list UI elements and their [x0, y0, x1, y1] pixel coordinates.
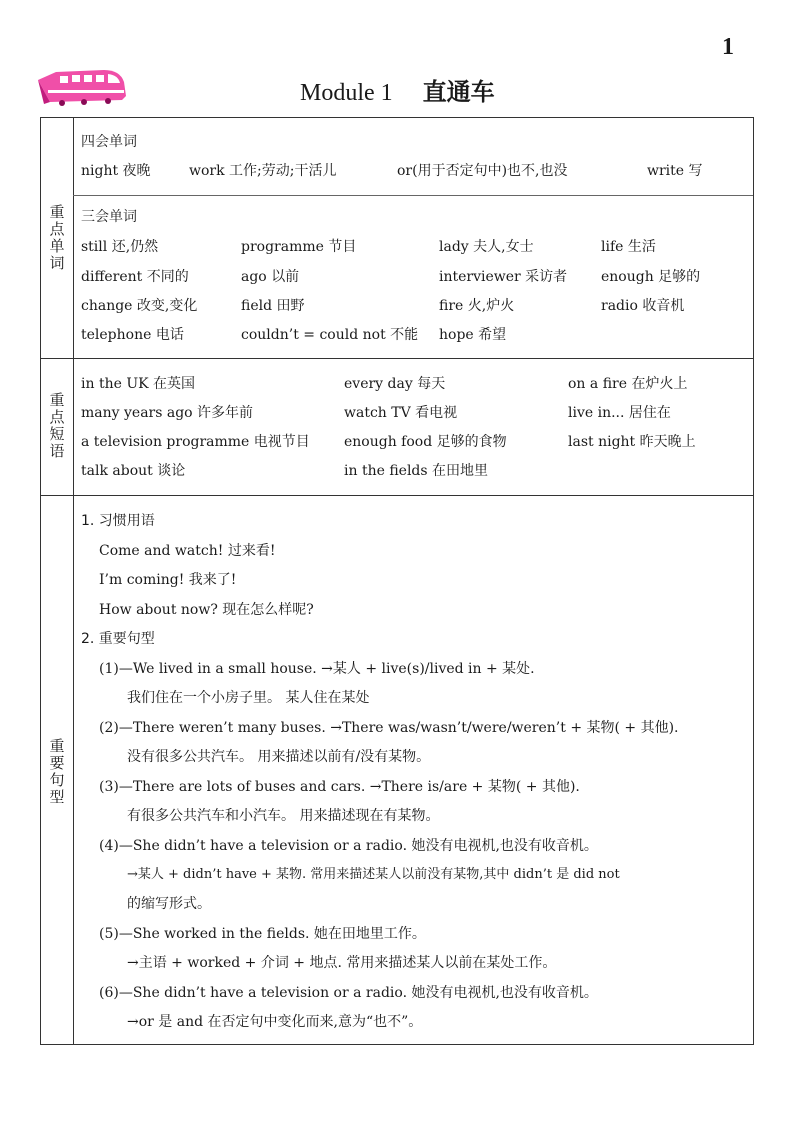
three-skill-word: enough 足够的	[601, 269, 701, 285]
phrase-item: talk about 谈论	[81, 463, 186, 479]
sentence-heading: 2. 重要句型	[81, 631, 155, 647]
three-skill-word: life 生活	[601, 239, 656, 255]
sentence-line: →主语 + worked + 介词 + 地点. 常用来描述某人以前在某处工作。	[127, 955, 557, 971]
sentences-section-label: 重 要 句 型	[49, 737, 65, 806]
sentence-line: I’m coming! 我来了!	[99, 572, 237, 588]
three-skill-word: still 还,仍然	[81, 239, 159, 255]
sentence-line: 的缩写形式。	[127, 896, 211, 912]
three-skill-word: radio 收音机	[601, 298, 685, 314]
three-skill-word: change 改变,变化	[81, 298, 198, 314]
sentence-line: (3)—There are lots of buses and cars. →There is/are + 某物( + 其他).	[99, 779, 580, 795]
phrases-section-label: 重 点 短 语	[49, 391, 65, 460]
sentence-line: 没有很多公共汽车。 用来描述以前有/没有某物。	[127, 749, 431, 765]
phrase-item: every day 每天	[344, 376, 446, 392]
three-skill-word: hope 希望	[439, 327, 507, 343]
module-chinese-title: 直通车	[422, 78, 495, 106]
sentence-heading: 1. 习惯用语	[81, 513, 155, 529]
sentence-line: →某人 + didn’t have + 某物. 常用来描述某人以前没有某物,其中 didn’t 是 did not	[127, 867, 620, 882]
three-skill-word: lady 夫人,女士	[439, 239, 534, 255]
sentence-line: (6)—She didn’t have a television or a radio. 她没有电视机,也没有收音机。	[99, 985, 598, 1001]
page-title	[300, 72, 495, 107]
four-skill-word: or(用于否定句中)也不,也没	[397, 163, 568, 179]
label-column-divider	[73, 118, 74, 1044]
three-skill-word: interviewer 采访者	[439, 269, 568, 285]
section-divider	[41, 495, 753, 496]
sentence-line: (5)—She worked in the fields. 她在田地里工作。	[99, 926, 426, 942]
three-skill-word: ago 以前	[241, 269, 300, 285]
sentence-line: (4)—She didn’t have a television or a radio. 她没有电视机,也没有收音机。	[99, 838, 598, 854]
phrase-item: watch TV 看电视	[344, 405, 458, 421]
sentence-line: 有很多公共汽车和小汽车。 用来描述现在有某物。	[127, 808, 440, 824]
three-skill-word: fire 火,炉火	[439, 298, 515, 314]
sentence-line: Come and watch! 过来看!	[99, 543, 276, 559]
sentence-line: (2)—There weren’t many buses. →There was/wasn’t/were/weren’t + 某物( + 其他).	[99, 720, 679, 736]
phrase-item: last night 昨天晚上	[568, 434, 696, 450]
three-skill-word: field 田野	[241, 298, 305, 314]
phrase-item: enough food 足够的食物	[344, 434, 507, 450]
four-skill-heading: 四会单词	[81, 134, 137, 150]
phrase-item: a television programme 电视节目	[81, 434, 310, 450]
three-skill-word: telephone 电话	[81, 327, 184, 343]
phrase-item: many years ago 许多年前	[81, 405, 254, 421]
three-skill-word: programme 节目	[241, 239, 357, 255]
words-section-label: 重 点 单 词	[49, 203, 65, 272]
words-sub-divider	[73, 195, 753, 196]
sentence-line: How about now? 现在怎么样呢?	[99, 602, 314, 618]
sentence-line: 我们住在一个小房子里。 某人住在某处	[127, 690, 370, 706]
three-skill-word: different 不同的	[81, 269, 189, 285]
four-skill-word: write 写	[647, 163, 703, 179]
train-icon	[36, 66, 128, 110]
phrase-item: live in... 居住在	[568, 405, 671, 421]
phrase-item: in the fields 在田地里	[344, 463, 489, 479]
sentence-line: (1)—We lived in a small house. →某人 + live(s)/lived in + 某处.	[99, 661, 535, 677]
three-skill-heading: 三会单词	[81, 209, 137, 225]
four-skill-word: night 夜晚	[81, 163, 151, 179]
phrase-item: on a fire 在炉火上	[568, 376, 688, 392]
sentence-line: →or 是 and 在否定句中变化而来,意为“也不”。	[127, 1014, 423, 1030]
summary-table	[40, 117, 754, 1045]
phrase-item: in the UK 在英国	[81, 376, 196, 392]
page-number: 1	[722, 34, 734, 60]
section-divider	[41, 358, 753, 359]
three-skill-word: couldn’t = could not 不能	[241, 327, 419, 343]
module-title: Module 1	[300, 80, 393, 106]
four-skill-word: work 工作;劳动;干活儿	[189, 163, 337, 179]
